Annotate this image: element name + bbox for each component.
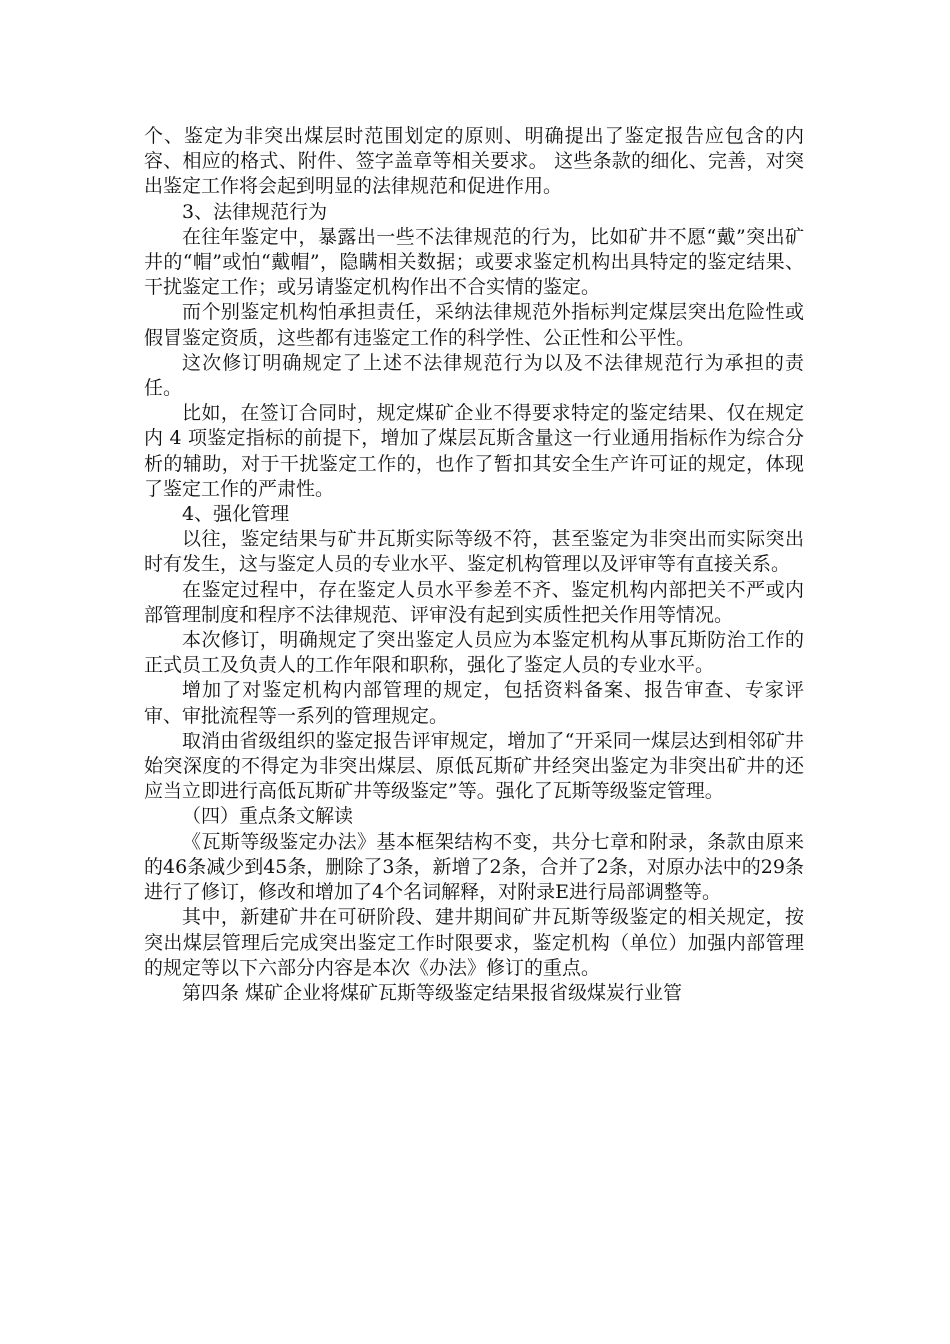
paragraph: 其中，新建矿井在可研阶段、建井期间矿井瓦斯等级鉴定的相关规定，按突出煤层管理后完成突出鉴定工作时限要求，鉴定机构（单位）加强内部管理的规定等以下六部分内容是本次《办法》修订的重点。 [144, 906, 804, 979]
paragraph: 以往，鉴定结果与矿井瓦斯实际等级不符，甚至鉴定为非突出而实际突出时有发生，这与鉴定人员的专业水平、鉴定机构管理以及评审等有直接关系。 [144, 528, 804, 576]
paragraph: 本次修订，明确规定了突出鉴定人员应为本鉴定机构从事瓦斯防治工作的正式员工及负责人的工作年限和职称，强化了鉴定人员的专业水平。 [144, 629, 804, 677]
paragraph: 在鉴定过程中，存在鉴定人员水平参差不齐、鉴定机构内部把关不严或内部管理制度和程序不法律规范、评审没有起到实质性把关作用等情况。 [144, 578, 804, 626]
paragraph: 这次修订明确规定了上述不法律规范行为以及不法律规范行为承担的责任。 [144, 351, 804, 400]
paragraph: 增加了对鉴定机构内部管理的规定，包括资料备案、报告审查、专家评审、审批流程等一系列的管理规定。 [144, 679, 804, 727]
paragraph-article-four: 第四条 煤矿企业将煤矿瓦斯等级鉴定结果报省级煤炭行业管 [182, 981, 683, 1004]
paragraph-continuation: 个、鉴定为非突出煤层时范围划定的原则、明确提出了鉴定报告应包含的内容、相应的格式、附件、签字盖章等相关要求。 这些条款的细化、完善，对突出鉴定工作将会起到明显的法律规范和促进作用。 [144, 125, 804, 198]
paragraph: 《瓦斯等级鉴定办法》基本框架结构不变，共分七章和附录，条款由原来的46条减少到45条，删除了3条，新增了2条，合并了2条，对原办法中的29条进行了修订，修改和增加了4个名词解释，对附录E进行局部调整等。 [144, 830, 804, 904]
paragraph: 取消由省级组织的鉴定报告评审规定，增加了“开采同一煤层达到相邻矿井始突深度的不得定为非突出煤层、原低瓦斯矿井经突出鉴定为非突出矿井的还应当立即进行高低瓦斯矿井等级鉴定”等。强化了瓦斯等级鉴定管理。 [144, 729, 804, 803]
section-heading-management: 4、强化管理 [182, 503, 290, 526]
paragraph: 比如，在签订合同时，规定煤矿企业不得要求特定的鉴定结果、仅在规定内 4 项鉴定指标的前提下，增加了煤层瓦斯含量这一行业通用指标作为综合分析的辅助，对于干扰鉴定工作的，也作了暂扣其安全生产许可证的规定，体现了鉴定工作的严肃性。 [144, 402, 804, 500]
document-body [144, 124, 804, 1006]
section-heading-legal-norms: 3、法律规范行为 [182, 200, 328, 223]
section-heading-key-clauses: （四）重点条文解读 [182, 805, 354, 828]
paragraph: 在往年鉴定中，暴露出一些不法律规范的行为，比如矿井不愿“戴”突出矿井的“帽”或怕“戴帽”，隐瞒相关数据；或要求鉴定机构出具特定的鉴定结果、干扰鉴定工作；或另请鉴定机构作出不合实情的鉴定。 [144, 225, 804, 299]
paragraph: 而个别鉴定机构怕承担责任，采纳法律规范外指标判定煤层突出危险性或假冒鉴定资质，这些都有违鉴定工作的科学性、公正性和公平性。 [144, 301, 804, 349]
